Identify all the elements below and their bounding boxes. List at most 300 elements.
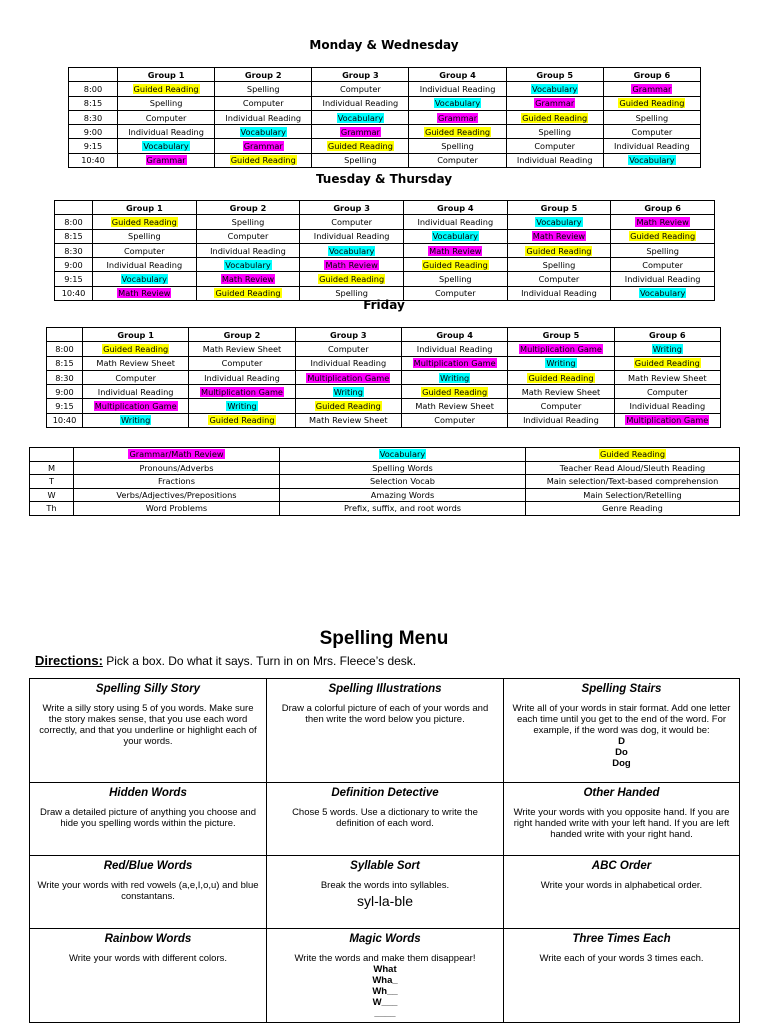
weekly-header-cell (30, 448, 74, 462)
schedule-table-mon-wed (68, 67, 701, 168)
schedule-cell (403, 229, 507, 243)
activity-label: Individual Reading (416, 343, 493, 354)
activity-label: Multiplication Game (413, 358, 496, 369)
activity-label: Spelling (344, 155, 377, 166)
activity-label: Spelling (538, 126, 572, 137)
weekly-cell: Fractions (74, 475, 280, 489)
time-cell: 8:15 (69, 96, 118, 110)
activity-label: Guided Reading (526, 245, 592, 256)
activity-label: Computer (123, 245, 165, 256)
schedule-header-row (69, 68, 701, 82)
activity-label: Computer (437, 155, 478, 166)
schedule-cell (401, 399, 507, 413)
schedule-cell (83, 370, 189, 384)
activity-label: Computer (631, 126, 673, 137)
menu-option-text: Write each of your words 3 times each. (539, 953, 704, 964)
weekly-row (30, 475, 740, 489)
activity-label: Multiplication Game (626, 415, 709, 426)
activity-label: Computer (340, 83, 381, 94)
weekly-cell: Prefix, suffix, and root words (280, 502, 526, 516)
schedule-cell (83, 399, 189, 413)
activity-label: Individual Reading (523, 415, 599, 426)
menu-option-text: Write a silly story using 5 of you words. Make sure the story makes sense, that you use each word correctly, and that you underline or highlight each of your words. (39, 703, 257, 747)
schedule-cell (409, 96, 506, 110)
schedule-cell (300, 215, 404, 229)
activity-label: Math Review (325, 259, 378, 270)
group-header: Group 4 (409, 68, 506, 82)
activity-label: Individual Reading (521, 288, 597, 299)
schedule-cell (312, 82, 409, 96)
example-line: W___ (372, 997, 398, 1008)
activity-label: Guided Reading (103, 343, 169, 354)
schedule-title-mon-wed: Monday & Wednesday (309, 38, 459, 52)
activity-label: Vocabulary (532, 83, 578, 94)
schedule-cell (295, 342, 401, 356)
activity-label: Vocabulary (337, 112, 384, 123)
schedule-cell (93, 229, 197, 243)
schedule-cell (93, 243, 197, 257)
schedule-cell (300, 243, 404, 257)
menu-option-title: Spelling Illustrations (328, 683, 442, 695)
activity-label: Vocabulary (434, 98, 481, 109)
schedule-cell (401, 356, 507, 370)
menu-option-title: Spelling Silly Story (95, 683, 201, 695)
weekly-header-row (30, 448, 740, 462)
schedule-cell (409, 125, 506, 139)
schedule-row (47, 413, 721, 427)
activity-label: Math Review (221, 274, 275, 285)
directions-label: Directions: (35, 653, 103, 668)
schedule-cell (189, 399, 295, 413)
activity-label: Individual Reading (210, 245, 286, 256)
schedule-cell (506, 153, 603, 167)
schedule-cell (83, 385, 189, 399)
spelling-menu-title: Spelling Menu (319, 628, 449, 649)
schedule-cell (603, 82, 700, 96)
group-header: Group 1 (83, 328, 189, 342)
menu-option (30, 929, 267, 1023)
weekly-cell: Main Selection/Retelling (526, 488, 740, 502)
schedule-cell (603, 96, 700, 110)
activity-label: Grammar (535, 98, 575, 109)
group-header: Group 3 (300, 201, 404, 215)
schedule-row (69, 96, 701, 110)
activity-label: Vocabulary (432, 231, 478, 242)
activity-label: Math Review Sheet (628, 372, 707, 383)
schedule-row (47, 356, 721, 370)
menu-option (267, 679, 504, 783)
activity-label: Individual Reading (624, 274, 701, 285)
weekly-cell: Spelling Words (280, 461, 526, 475)
activity-label: Guided Reading (319, 274, 385, 285)
schedule-cell (614, 370, 720, 384)
weekly-header-label: Grammar/Math Review (129, 449, 224, 460)
activity-label: Multiplication Game (520, 343, 602, 354)
weekly-row (30, 502, 740, 516)
activity-label: Grammar (632, 83, 672, 94)
schedule-cell (83, 413, 189, 427)
schedule-cell (312, 110, 409, 124)
time-cell: 10:40 (69, 153, 118, 167)
activity-label: Computer (242, 98, 284, 109)
schedule-cell (401, 342, 507, 356)
schedule-cell (196, 243, 300, 257)
schedule-row (69, 139, 701, 153)
schedule-row (47, 385, 721, 399)
activity-label: Vocabulary (225, 259, 271, 270)
schedule-cell (196, 229, 300, 243)
activity-label: Individual Reading (204, 372, 280, 383)
weekly-header-cell (74, 448, 280, 462)
schedule-row (55, 229, 715, 243)
schedule-cell (312, 96, 409, 110)
activity-label: Computer (221, 358, 263, 369)
activity-label: Multiplication Game (94, 401, 177, 412)
time-cell: 8:15 (55, 229, 93, 243)
menu-row (30, 679, 740, 783)
activity-label: Grammar (243, 141, 283, 152)
menu-option (267, 929, 504, 1023)
activity-label: Individual Reading (516, 155, 593, 166)
activity-label: Guided Reading (111, 216, 177, 227)
weekly-cell: Pronouns/Adverbs (74, 461, 280, 475)
schedule-cell (295, 370, 401, 384)
time-cell: 8:30 (47, 370, 83, 384)
schedule-row (55, 286, 715, 300)
schedule-row (69, 125, 701, 139)
menu-row (30, 856, 740, 929)
activity-label: Writing (440, 372, 470, 383)
group-header: Group 2 (189, 328, 295, 342)
example-line: Do (615, 747, 628, 758)
schedule-cell (506, 82, 603, 96)
schedule-cell (403, 258, 507, 272)
schedule-cell (93, 258, 197, 272)
activity-label: Computer (646, 386, 688, 397)
menu-option-title: Other Handed (583, 787, 660, 799)
activity-label: Math Review Sheet (202, 343, 282, 354)
menu-option-title: Spelling Stairs (581, 683, 662, 695)
menu-option (504, 679, 740, 783)
activity-label: Vocabulary (143, 141, 189, 152)
schedule-cell (614, 385, 720, 399)
group-header: Group 3 (312, 68, 409, 82)
directions (35, 653, 416, 668)
activity-label: Writing (227, 401, 257, 412)
menu-option-title: Rainbow Words (104, 933, 192, 945)
schedule-cell (508, 399, 614, 413)
menu-option-text: Chose 5 words. Use a dictionary to write the definition of each word. (292, 807, 478, 829)
menu-option-title: Syllable Sort (350, 860, 420, 872)
schedule-row (69, 82, 701, 96)
schedule-cell (118, 96, 215, 110)
activity-label: Individual Reading (419, 83, 496, 94)
schedule-cell (506, 125, 603, 139)
schedule-cell (508, 413, 614, 427)
weekly-header-cell (526, 448, 740, 462)
weekly-cell: Verbs/Adjectives/Prepositions (74, 488, 280, 502)
example-line: Wh__ (372, 986, 398, 997)
example-line: Wha_ (372, 975, 398, 986)
activity-label: Spelling (646, 245, 679, 256)
day-cell: Th (30, 502, 74, 516)
schedule-row (47, 342, 721, 356)
schedule-cell (300, 229, 404, 243)
schedule-cell (118, 110, 215, 124)
schedule-cell (506, 110, 603, 124)
activity-label: Grammar (146, 155, 186, 166)
activity-label: Grammar (438, 112, 478, 123)
activity-label: Guided Reading (209, 415, 275, 426)
time-cell: 9:15 (47, 399, 83, 413)
schedule-cell (83, 342, 189, 356)
activity-label: Guided Reading (422, 259, 488, 270)
activity-label: Guided Reading (215, 288, 281, 299)
schedule-header-row (47, 328, 721, 342)
schedule-row (47, 399, 721, 413)
menu-option-title: Hidden Words (109, 787, 187, 799)
group-header: Group 4 (403, 201, 507, 215)
menu-option (30, 856, 267, 929)
time-header-cell (55, 201, 93, 215)
schedule-cell (118, 82, 215, 96)
activity-label: Spelling (335, 288, 368, 299)
schedule-row (69, 110, 701, 124)
weekly-header-label: Guided Reading (599, 449, 666, 460)
activity-label: Guided Reading (327, 141, 393, 152)
activity-label: Vocabulary (121, 274, 168, 285)
activity-label: Individual Reading (313, 231, 390, 242)
group-header: Group 5 (506, 68, 603, 82)
time-cell: 8:00 (69, 82, 118, 96)
schedule-cell (295, 356, 401, 370)
time-cell: 8:00 (47, 342, 83, 356)
schedule-cell (295, 399, 401, 413)
activity-label: Vocabulary (240, 126, 286, 137)
schedule-cell (611, 258, 715, 272)
activity-label: Guided Reading (230, 155, 296, 166)
schedule-cell (93, 286, 197, 300)
activity-label: Vocabulary (536, 216, 582, 227)
schedule-cell (611, 272, 715, 286)
menu-option-text: Write your words with you opposite hand. If you are right handed write with your left hand. If you are left handed write with your right hand. (513, 807, 730, 840)
activity-label: Math Review (532, 231, 586, 242)
weekly-cell: Main selection/Text-based comprehension (526, 475, 740, 489)
activity-label: Math Review (429, 245, 482, 256)
schedule-cell (409, 153, 506, 167)
schedule-cell (93, 215, 197, 229)
schedule-cell (508, 342, 614, 356)
menu-option (504, 856, 740, 929)
menu-option-title: Magic Words (349, 933, 421, 945)
example-line: D (618, 736, 625, 747)
schedule-cell (507, 272, 611, 286)
activity-label: Individual Reading (417, 216, 494, 227)
example-line: ____ (374, 1008, 396, 1019)
activity-label: Computer (538, 274, 580, 285)
menu-option-title: Definition Detective (331, 787, 439, 799)
weekly-row (30, 488, 740, 502)
schedule-cell (215, 82, 312, 96)
schedule-cell (83, 356, 189, 370)
activity-label: Individual Reading (106, 259, 183, 270)
weekly-cell: Selection Vocab (280, 475, 526, 489)
schedule-title-tue-thu: Tuesday & Thursday (315, 172, 453, 186)
schedule-cell (409, 82, 506, 96)
menu-option-text: Write your words in alphabetical order. (540, 880, 703, 891)
schedule-cell (118, 139, 215, 153)
activity-label: Computer (331, 216, 372, 227)
schedule-cell (312, 125, 409, 139)
time-cell: 9:15 (55, 272, 93, 286)
activity-label: Vocabulary (629, 155, 675, 166)
activity-label: Math Review (118, 288, 171, 299)
activity-label: Writing (652, 343, 682, 354)
schedule-cell (403, 272, 507, 286)
example-line: What (373, 964, 397, 975)
time-cell: 8:30 (55, 243, 93, 257)
schedule-cell (611, 215, 715, 229)
activity-label: Individual Reading (614, 141, 690, 152)
schedule-cell (508, 356, 614, 370)
group-header: Group 4 (401, 328, 507, 342)
weekly-cell: Teacher Read Aloud/Sleuth Reading (526, 461, 740, 475)
group-header: Group 5 (508, 328, 614, 342)
activity-label: Guided Reading (634, 358, 700, 369)
activity-label: Computer (642, 259, 683, 270)
time-cell: 9:00 (55, 258, 93, 272)
schedule-cell (614, 342, 720, 356)
schedule-cell (196, 286, 300, 300)
menu-option-text: Break the words into syllables. (320, 880, 450, 891)
schedule-cell (611, 286, 715, 300)
schedule-cell (215, 125, 312, 139)
schedule-cell (403, 286, 507, 300)
activity-label: Vocabulary (639, 288, 686, 299)
spelling-menu-grid (29, 678, 740, 1023)
activity-label: Spelling (635, 112, 669, 123)
schedule-cell (403, 243, 507, 257)
activity-label: Guided Reading (528, 372, 594, 383)
activity-label: Computer (145, 112, 187, 123)
schedule-cell (401, 385, 507, 399)
menu-option-text: Write all of your words in stair format. Add one letter each time until you get to the end of the word. For example, if the word was dog, it would be: (512, 703, 731, 736)
weekly-cell: Amazing Words (280, 488, 526, 502)
schedule-cell (215, 153, 312, 167)
activity-label: Spelling (128, 231, 161, 242)
activity-label: Spelling (438, 274, 472, 285)
time-cell: 10:40 (47, 413, 83, 427)
schedule-cell (118, 153, 215, 167)
menu-option-text: Draw a detailed picture of anything you choose and hide you spelling words within the picture. (40, 807, 256, 829)
activity-label: Guided Reading (422, 386, 488, 397)
menu-row (30, 929, 740, 1023)
group-header: Group 1 (93, 201, 197, 215)
menu-option (504, 929, 740, 1023)
schedule-cell (312, 153, 409, 167)
time-header-cell (69, 68, 118, 82)
weekly-header-cell (280, 448, 526, 462)
activity-label: Computer (434, 415, 475, 426)
schedule-row (55, 215, 715, 229)
activity-label: Individual Reading (225, 112, 302, 123)
activity-label: Guided Reading (619, 98, 685, 109)
activity-label: Spelling (149, 98, 183, 109)
menu-option-text: Write your words with red vowels (a,e,I,o,u) and blue constantans. (37, 880, 259, 902)
weekly-cell: Word Problems (74, 502, 280, 516)
schedule-cell (409, 110, 506, 124)
time-cell: 9:00 (69, 125, 118, 139)
schedule-cell (403, 215, 507, 229)
schedule-cell (614, 413, 720, 427)
schedule-cell (611, 229, 715, 243)
weekly-topics-table (29, 447, 740, 516)
schedule-cell (189, 356, 295, 370)
schedule-table-friday (46, 327, 721, 428)
schedule-cell (401, 370, 507, 384)
activity-label: Guided Reading (522, 112, 588, 123)
schedule-cell (506, 96, 603, 110)
schedule-row (69, 153, 701, 167)
activity-label: Spelling (542, 259, 576, 270)
schedule-cell (300, 258, 404, 272)
schedule-cell (189, 385, 295, 399)
menu-option-text: Draw a colorful picture of each of your words and then write the word below you picture. (281, 703, 489, 725)
activity-label: Spelling (441, 141, 474, 152)
menu-option-text: Write the words and make them disappear! (294, 953, 476, 964)
time-cell: 9:15 (69, 139, 118, 153)
schedule-row (55, 258, 715, 272)
activity-label: Writing (121, 415, 151, 426)
menu-option-text: Write your words with different colors. (68, 953, 228, 964)
activity-label: Computer (434, 288, 476, 299)
activity-label: Math Review Sheet (521, 386, 601, 397)
weekly-header-label: Vocabulary (379, 449, 426, 460)
activity-label: Spelling (246, 83, 280, 94)
schedule-row (55, 272, 715, 286)
activity-label: Individual Reading (629, 401, 706, 412)
schedule-cell (409, 139, 506, 153)
schedule-cell (215, 96, 312, 110)
activity-label: Math Review Sheet (309, 415, 388, 426)
activity-label: Computer (327, 343, 369, 354)
schedule-cell (196, 258, 300, 272)
menu-option (267, 856, 504, 929)
time-cell: 10:40 (55, 286, 93, 300)
schedule-cell (508, 385, 614, 399)
schedule-cell (508, 370, 614, 384)
schedule-cell (118, 125, 215, 139)
activity-label: Guided Reading (315, 401, 381, 412)
menu-option-title: Red/Blue Words (103, 860, 193, 872)
schedule-row (47, 370, 721, 384)
time-header-cell (47, 328, 83, 342)
activity-label: Computer (227, 231, 269, 242)
schedule-cell (507, 215, 611, 229)
group-header: Group 6 (614, 328, 720, 342)
schedule-cell (189, 413, 295, 427)
schedule-cell (507, 243, 611, 257)
activity-label: Individual Reading (128, 126, 204, 137)
schedule-cell (611, 243, 715, 257)
syllable-example: syl-la-ble (356, 893, 413, 909)
activity-label: Multiplication Game (307, 372, 390, 383)
schedule-cell (295, 385, 401, 399)
schedule-row (55, 243, 715, 257)
activity-label: Guided Reading (425, 126, 491, 137)
schedule-cell (312, 139, 409, 153)
group-header: Group 3 (295, 328, 401, 342)
